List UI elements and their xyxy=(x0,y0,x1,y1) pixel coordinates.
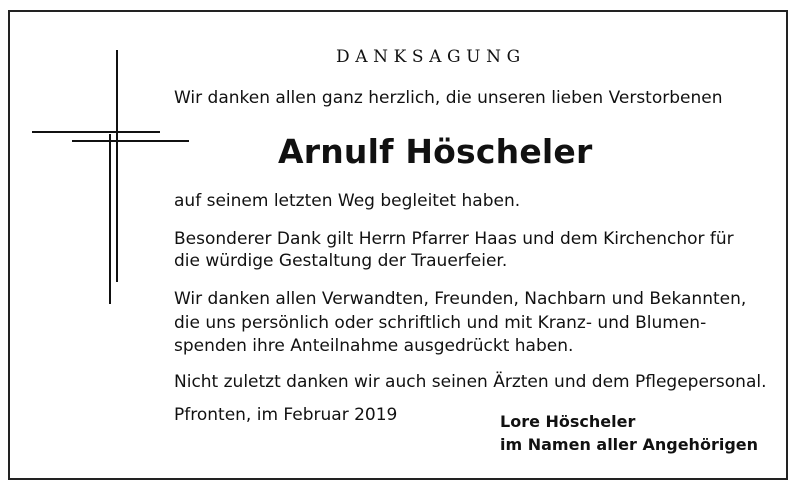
signature-line: im Namen aller Angehörigen xyxy=(500,435,759,454)
cross-horizontal-line xyxy=(32,131,160,133)
intro-text: Wir danken allen ganz herzlich, die unseren lieben Verstorbenen xyxy=(174,88,723,108)
place-date: Pfronten, im Februar 2019 xyxy=(174,405,398,425)
paragraph3-line: spenden ihre Anteilnahme ausgedrückt haben. xyxy=(174,336,574,356)
deceased-name: Arnulf Höscheler xyxy=(278,132,593,171)
cross-horizontal-line-offset xyxy=(72,140,189,142)
paragraph3-line: Wir danken allen Verwandten, Freunden, Nachbarn und Bekannten, xyxy=(174,289,747,309)
after-name-text: auf seinem letzten Weg begleitet haben. xyxy=(174,191,521,211)
cross-icon xyxy=(32,50,192,290)
paragraph2-line: Besonderer Dank gilt Herrn Pfarrer Haas und dem Kirchenchor für xyxy=(174,229,734,249)
signature-name: Lore Höscheler xyxy=(500,412,636,431)
cross-vertical-line-offset xyxy=(109,134,111,304)
notice-heading: DANKSAGUNG xyxy=(336,47,526,67)
paragraph4-text: Nicht zuletzt danken wir auch seinen Ärzten und dem Pflegepersonal. xyxy=(174,372,767,392)
paragraph2-line: die würdige Gestaltung der Trauerfeier. xyxy=(174,251,508,271)
cross-vertical-line xyxy=(116,50,118,282)
paragraph3-line: die uns persönlich oder schriftlich und mit Kranz- und Blumen- xyxy=(174,313,707,333)
